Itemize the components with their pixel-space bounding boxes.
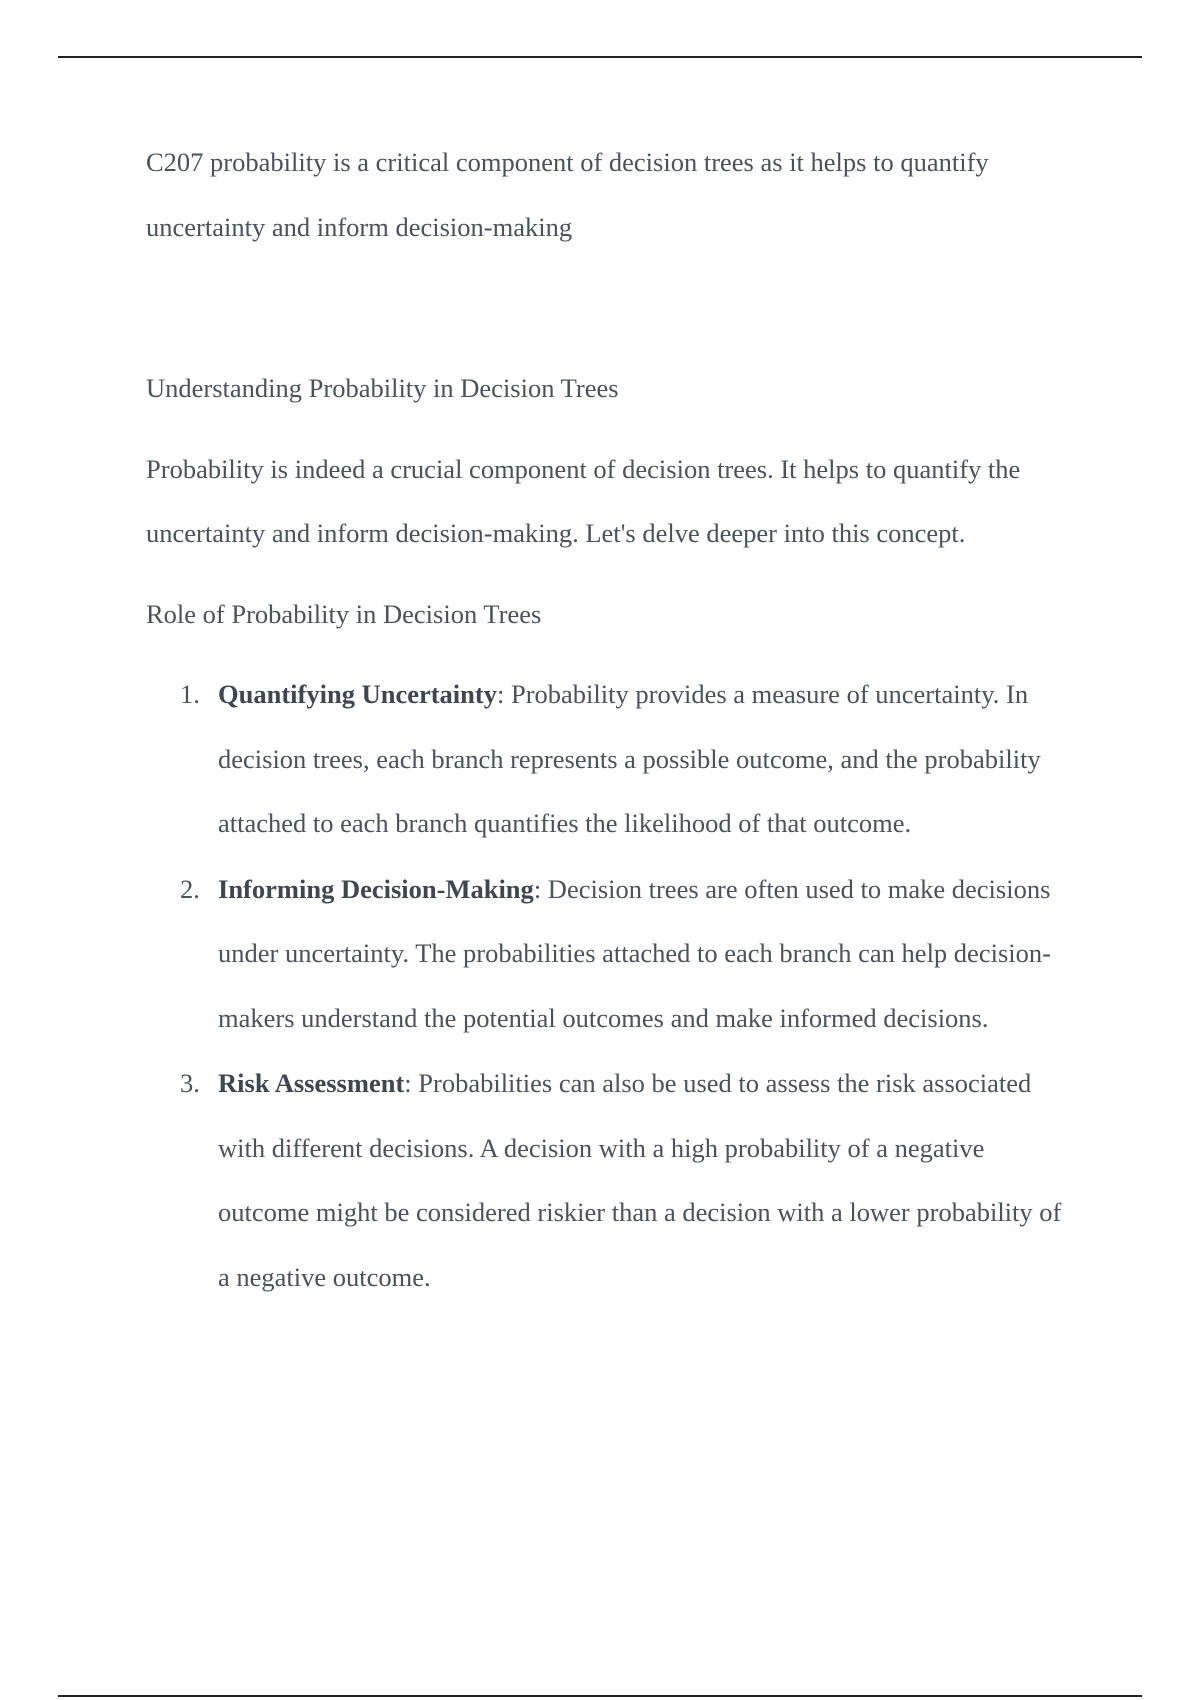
top-divider xyxy=(58,56,1142,58)
list-item-text: : Decision trees are often used to make decisions under uncertainty. The probabilities attached to each branch can help decision-makers understand the potential outcomes and make informed decisions. xyxy=(218,873,1051,1033)
document-body xyxy=(146,130,1086,1310)
list-number: 1. xyxy=(180,679,200,709)
list-item-text: : Probability provides a measure of uncertainty. In decision trees, each branch represents a possible outcome, and the probability attached to each branch quantifies the likelihood of that outcome. xyxy=(218,679,1041,838)
intro-paragraph: C207 probability is a critical component of decision trees as it helps to quantify uncertainty and inform decision-making xyxy=(146,147,989,242)
list-item xyxy=(180,857,1068,1051)
roles-list xyxy=(146,662,1086,1309)
section-heading: Understanding Probability in Decision Trees xyxy=(146,373,619,403)
list-item-term: Informing Decision-Making xyxy=(218,873,534,904)
list-item-text: : Probabilities can also be used to assess the risk associated with different decisions. A decision with a high probability of a negative outcome might be considered riskier than a decision with a lower probability of a negative outcome. xyxy=(218,1068,1062,1292)
section-paragraph: Probability is indeed a crucial component of decision trees. It helps to quantify the uncertainty and inform decision-making. Let's delve deeper into this concept. xyxy=(146,453,1021,548)
bottom-divider xyxy=(58,1695,1142,1697)
list-item-term: Quantifying Uncertainty xyxy=(218,679,497,709)
list-item xyxy=(180,662,1068,856)
list-number: 3. xyxy=(180,1068,200,1098)
list-item-term: Risk Assessment xyxy=(218,1068,405,1098)
list-item xyxy=(180,1051,1068,1309)
list-number: 2. xyxy=(180,873,200,904)
roles-heading: Role of Probability in Decision Trees xyxy=(146,598,542,629)
